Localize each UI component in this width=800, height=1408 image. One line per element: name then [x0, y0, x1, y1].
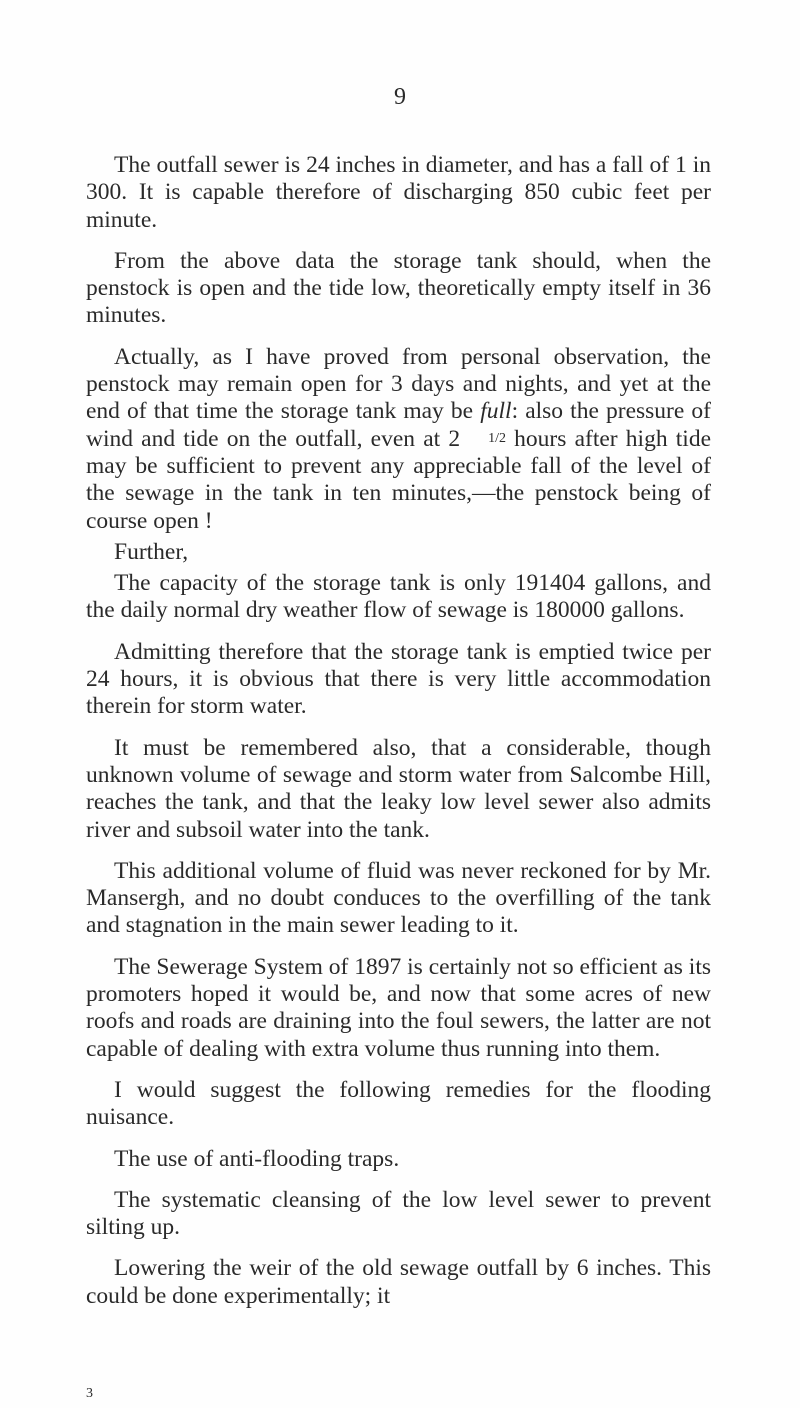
- paragraph-lowering-weir: Lowering the weir of the old sewage outfall by 6 inches. This could be done experimentally; it: [86, 1255, 711, 1309]
- paragraph-personal-observation: [86, 344, 711, 535]
- signature-mark: 3: [86, 1386, 93, 1401]
- observation-text-start: Actually, as I have proved from personal observation, the penstock may remain open for 3 days and nights, and yet at the end of that time the storage tank may be: [86, 343, 711, 425]
- body-text: [86, 152, 711, 1310]
- paragraph-tank-capacity: The capacity of the storage tank is only 191404 gallons, and the daily normal dry weather flow of sewage is 180000 gallons.: [86, 570, 711, 624]
- paragraph-storm-water-accommodation: Admitting therefore that the storage tank is emptied twice per 24 hours, it is obvious that there is very little accommodation therein for storm water.: [86, 638, 711, 720]
- emphasis-full: full: [480, 398, 512, 425]
- paragraph-additional-volume: This additional volume of fluid was never reckoned for by Mr. Mansergh, and no doubt conduces to the overfilling of the tank and stagnation in the main sewer leading to it.: [86, 857, 711, 939]
- paragraph-systematic-cleansing: The systematic cleansing of the low level sewer to prevent silting up.: [86, 1186, 711, 1241]
- paragraph-storage-tank-theory: From the above data the storage tank should, when the penstock is open and the tide low, theoretically empty itself in 36 minutes.: [86, 247, 711, 329]
- paragraph-sewerage-system-1897: The Sewerage System of 1897 is certainly not so efficient as its promoters hoped it would be, and now that some acres of new roofs and roads are draining into the foul sewers, the latter are not capable of dealing with extra volume thus running into them.: [86, 953, 711, 1062]
- paragraph-further: Further,: [114, 538, 189, 565]
- observation-text-middle: : also the pressure of wind and tide on the outfall, even at 2: [86, 398, 711, 452]
- paragraph-outfall-sewer: The outfall sewer is 24 inches in diameter, and has a fall of 1 in 300. It is capable therefore of discharging 850 cubic feet per minute.: [86, 152, 711, 233]
- observation-text-end: hours after high tide may be sufficient to prevent any appreciable fall of the level of the sewage in the tank in ten minutes,—the penstock being of course open !: [86, 425, 711, 534]
- page-number: 9: [394, 84, 406, 110]
- paragraph-anti-flooding-traps: The use of anti-flooding traps.: [114, 1145, 400, 1172]
- paragraph-salcombe-hill: It must be remembered also, that a considerable, though unknown volume of sewage and storm water from Salcombe Hill, reaches the tank, and that the leaky low level sewer also admits river and subsoil water into the tank.: [86, 734, 711, 843]
- fraction-half: 1/2: [488, 430, 506, 446]
- paragraph-remedies-intro: I would suggest the following remedies for the flooding nuisance.: [86, 1076, 711, 1131]
